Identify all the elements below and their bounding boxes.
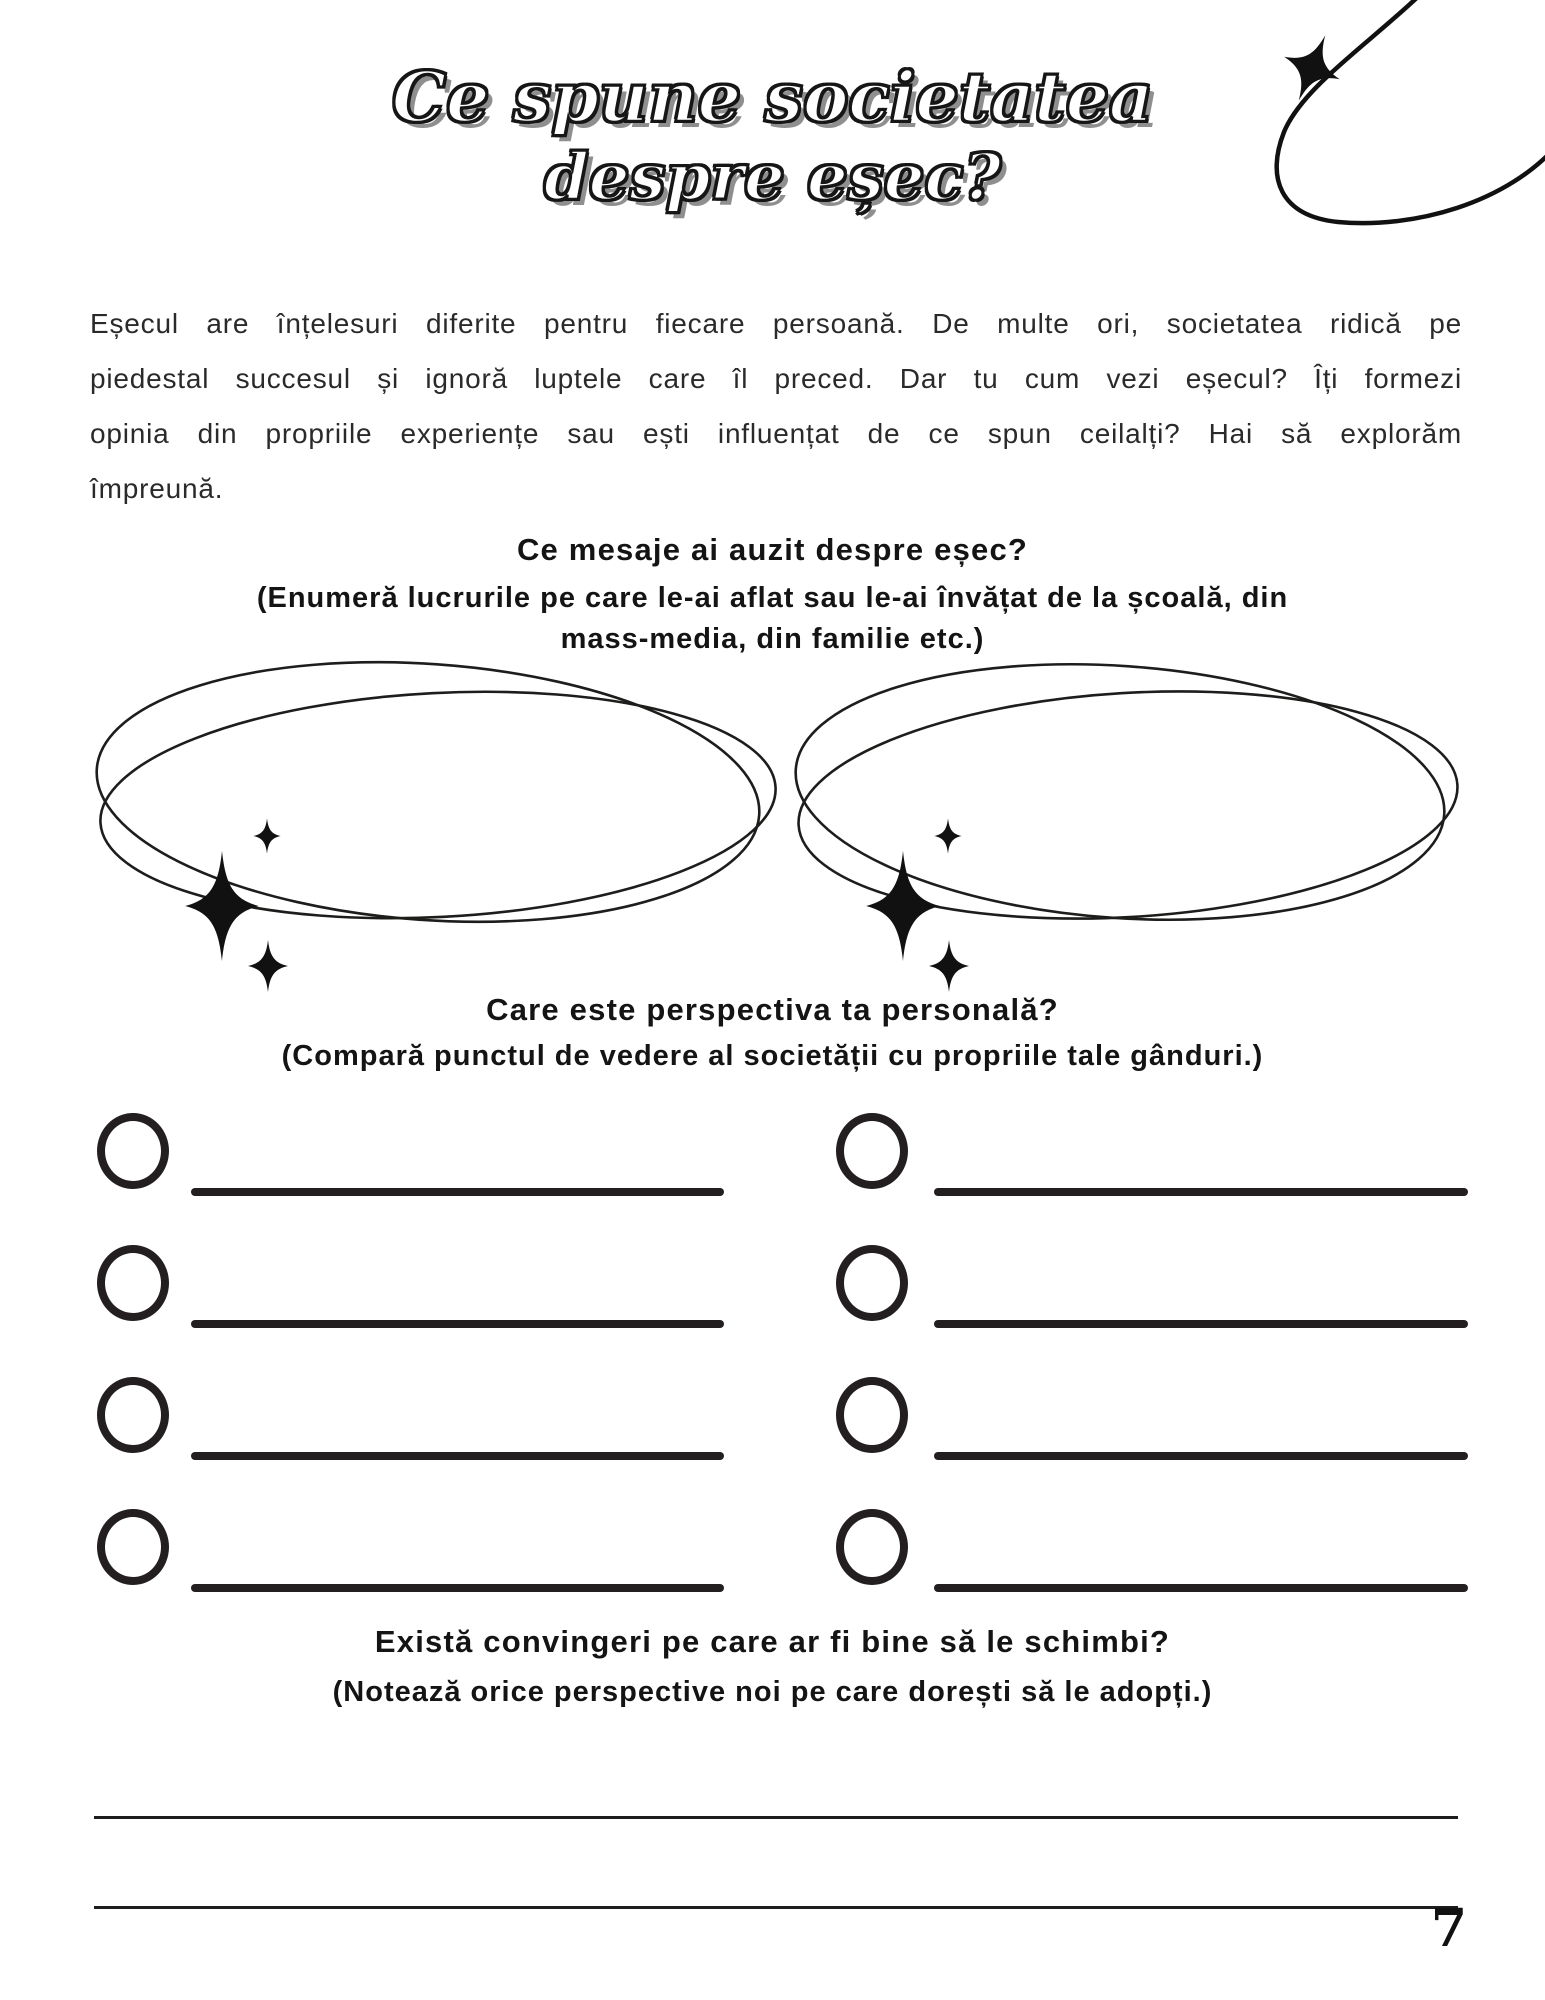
bullet-circle-icon bbox=[97, 1245, 169, 1321]
page-title bbox=[0, 58, 1545, 218]
bullet-circle-icon bbox=[836, 1113, 908, 1189]
sparkle-icon bbox=[248, 940, 288, 992]
bullet-circle-icon bbox=[836, 1377, 908, 1453]
sparkle-icon bbox=[185, 851, 259, 961]
answer-line[interactable] bbox=[191, 1452, 724, 1460]
section-heading-beliefs: Există convingeri pe care ar fi bine să le schimbi? bbox=[374, 1624, 1171, 1659]
bullet-row bbox=[97, 1245, 724, 1321]
bullet-circle-icon bbox=[97, 1113, 169, 1189]
page-title-line1: Ce spune societatea bbox=[391, 58, 1154, 138]
section-subheading-perspective: (Compară punctul de vedere al societății cu propriile tale gânduri.) bbox=[281, 1040, 1264, 1072]
intro-paragraph: Eșecul are înțelesuri diferite pentru fiecare persoană. De multe ori, societatea ridică pe piedestal succesul și ignoră luptele care îl preced. Dar tu cum vezi eșecul? Îți formezi opinia din propriile experiențe sau ești influențat de ce spun ceilalți? Hai să explorăm împreună. bbox=[90, 308, 1462, 504]
answer-bubble-left[interactable] bbox=[88, 641, 782, 943]
bullet-circle-icon bbox=[97, 1377, 169, 1453]
bullet-row bbox=[97, 1377, 724, 1453]
answer-bubbles bbox=[0, 630, 1545, 1010]
bullet-row bbox=[97, 1113, 724, 1189]
writing-line[interactable] bbox=[94, 1816, 1458, 1819]
section-heading-messages: Ce mesaje ai auzit despre eșec? bbox=[516, 532, 1029, 567]
writing-line[interactable] bbox=[94, 1906, 1458, 1909]
section-subheading-beliefs: (Notează orice perspective noi pe care dorești să le adopți.) bbox=[332, 1676, 1213, 1708]
section-heading-perspective: Care este perspectiva ta personală? bbox=[486, 992, 1059, 1027]
bullet-row bbox=[836, 1377, 1468, 1453]
section-subheading-messages: (Enumeră lucrurile pe care le-ai aflat sau le-ai învățat de la școală, din mass-media, din familie etc.) bbox=[256, 582, 1289, 655]
bullet-row bbox=[836, 1113, 1468, 1189]
bullet-circle-icon bbox=[836, 1509, 908, 1585]
sparkle-icon bbox=[934, 818, 961, 853]
answer-line[interactable] bbox=[934, 1320, 1468, 1328]
answer-line[interactable] bbox=[191, 1320, 724, 1328]
bullet-row bbox=[836, 1245, 1468, 1321]
answer-line[interactable] bbox=[934, 1584, 1468, 1592]
page-number: 7 bbox=[1430, 1898, 1467, 1959]
bullet-row bbox=[97, 1509, 724, 1585]
bullet-circle-icon bbox=[97, 1509, 169, 1585]
sparkle-icon bbox=[253, 818, 280, 853]
sparkle-icon bbox=[866, 851, 940, 961]
answer-line[interactable] bbox=[191, 1584, 724, 1592]
bullet-circle-icon bbox=[836, 1245, 908, 1321]
answer-line[interactable] bbox=[934, 1452, 1468, 1460]
sparkle-icon bbox=[929, 940, 969, 992]
answer-line[interactable] bbox=[191, 1188, 724, 1196]
page-title-line2: despre eșec? bbox=[544, 140, 1001, 215]
bullet-row bbox=[836, 1509, 1468, 1585]
answer-line[interactable] bbox=[934, 1188, 1468, 1196]
